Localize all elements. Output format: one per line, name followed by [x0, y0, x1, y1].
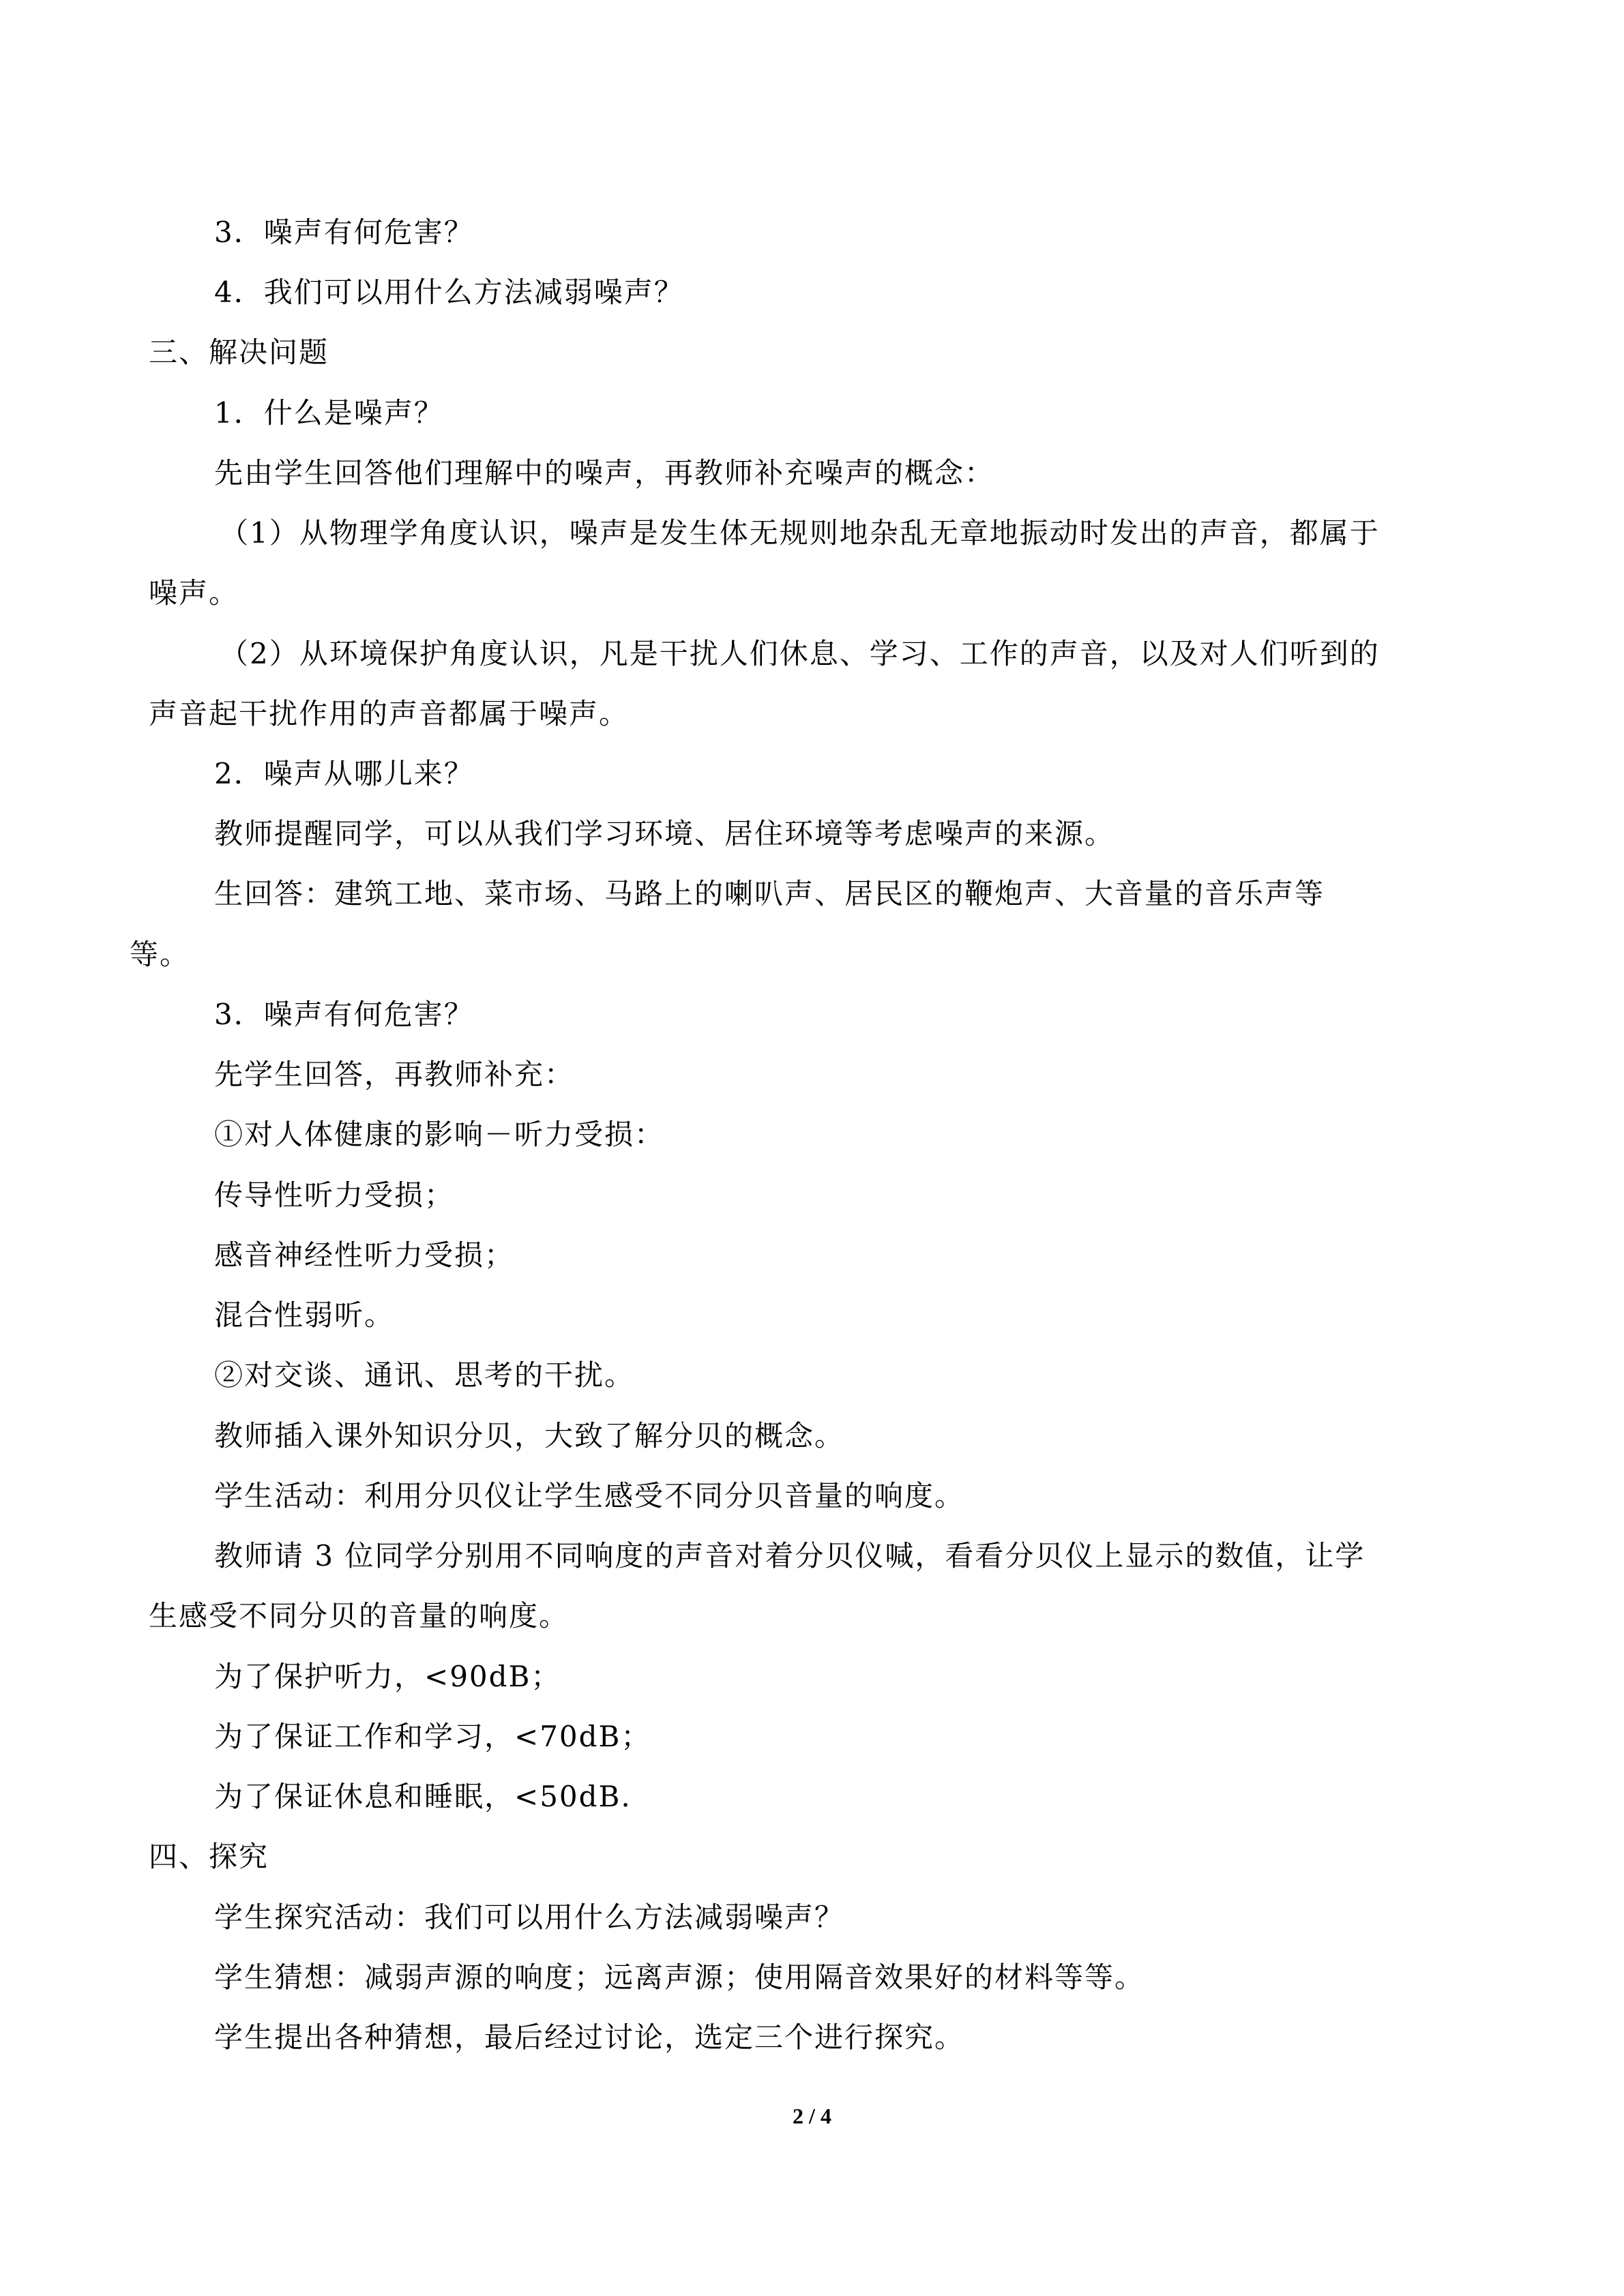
text-line: 4．我们可以用什么方法减弱噪声？: [214, 275, 684, 309]
text-line: 生回答：建筑工地、菜市场、马路上的喇叭声、居民区的鞭炮声、大音量的音乐声等: [214, 877, 1325, 910]
text-line: （1）从物理学角度认识，噪声是发生体无规则地杂乱无章地振动时发出的声音，都属于: [220, 516, 1380, 550]
text-line: 为了保护听力，<90dB；: [214, 1660, 561, 1693]
section-heading: 三、解决问题: [149, 336, 329, 369]
text-line: 生感受不同分贝的音量的响度。: [149, 1599, 570, 1632]
text-line: 3．噪声有何危害？: [214, 215, 474, 249]
text-line: 学生探究活动：我们可以用什么方法减弱噪声？: [214, 1900, 845, 1934]
text-line: 为了保证休息和睡眠，<50dB.: [214, 1780, 632, 1813]
text-line: 混合性弱听。: [214, 1298, 395, 1332]
text-line: 传导性听力受损；: [214, 1178, 455, 1212]
section-heading: 四、探究: [149, 1840, 269, 1873]
text-line: 3．噪声有何危害？: [214, 998, 474, 1031]
text-line: 等。: [130, 938, 190, 971]
text-line: 学生猜想：减弱声源的响度；远离声源；使用隔音效果好的材料等等。: [214, 1960, 1145, 1994]
text-line: 2．噪声从哪儿来？: [214, 757, 474, 790]
text-line: 学生活动：利用分贝仪让学生感受不同分贝音量的响度。: [214, 1479, 965, 1512]
text-line: 为了保证工作和学习，<70dB；: [214, 1720, 651, 1753]
text-line: 先由学生回答他们理解中的噪声，再教师补充噪声的概念：: [214, 456, 995, 490]
text-line: 感音神经性听力受损；: [214, 1238, 515, 1272]
text-line: 教师插入课外知识分贝，大致了解分贝的概念。: [214, 1419, 845, 1452]
text-line: （2）从环境保护角度认识，凡是干扰人们休息、学习、工作的声音，以及对人们听到的: [220, 637, 1380, 670]
page-number: 2 / 4: [793, 2104, 831, 2128]
text-line: 噪声。: [149, 576, 239, 610]
text-line: 教师提醒同学，可以从我们学习环境、居住环境等考虑噪声的来源。: [214, 817, 1115, 850]
text-line: 学生提出各种猜想，最后经过讨论，选定三个进行探究。: [214, 2021, 965, 2054]
text-line: 教师请 3 位同学分别用不同响度的声音对着分贝仪喊，看看分贝仪上显示的数值，让学: [214, 1539, 1365, 1572]
text-line: 1．什么是噪声？: [214, 396, 444, 430]
text-line: ②对交谈、通讯、思考的干扰。: [214, 1358, 635, 1392]
text-line: ①对人体健康的影响－听力受损：: [214, 1118, 665, 1151]
text-line: 先学生回答，再教师补充：: [214, 1058, 575, 1091]
text-line: 声音起干扰作用的声音都属于噪声。: [149, 697, 630, 730]
